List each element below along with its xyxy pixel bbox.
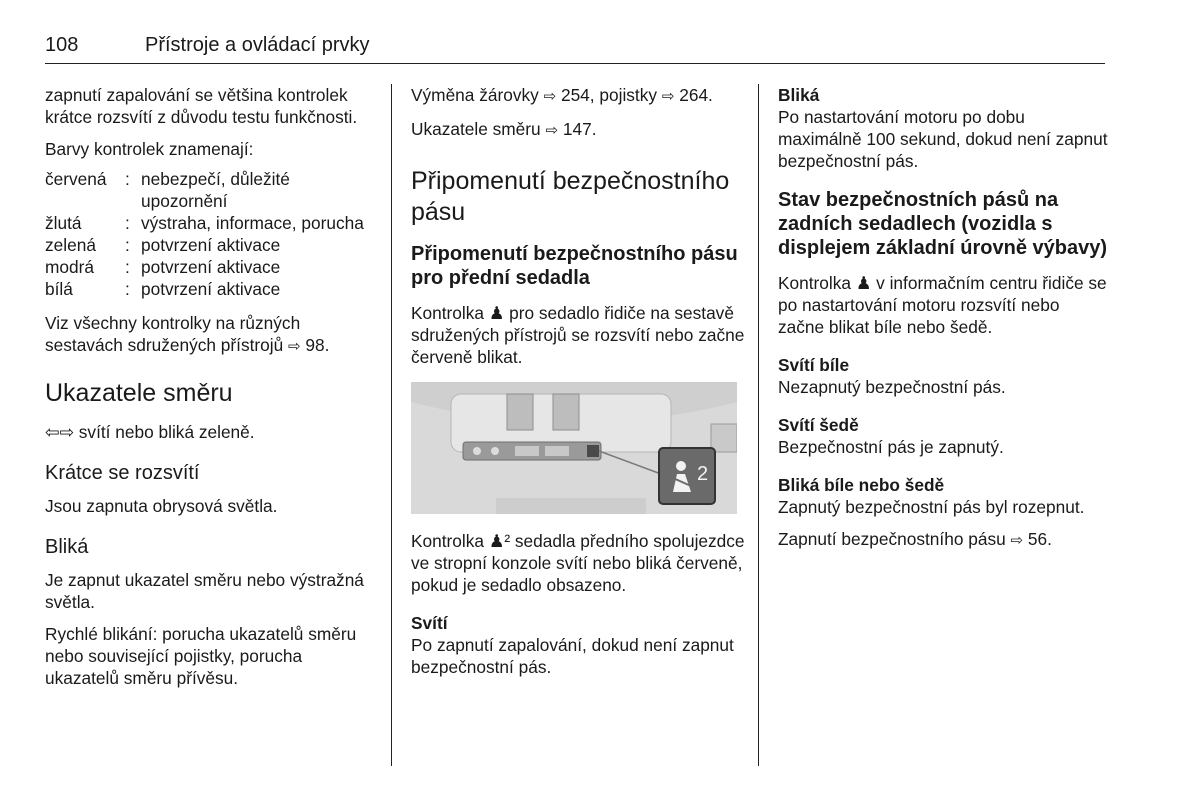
column-2	[411, 84, 746, 688]
ref-text: Zapnutí bezpečnostního pásu	[778, 529, 1006, 549]
column-1	[45, 84, 380, 699]
driver-paragraph	[411, 302, 746, 368]
turn-signals-heading: Ukazatele směru	[45, 379, 233, 407]
column-3	[778, 84, 1108, 562]
grey-heading: Svítí šedě	[778, 415, 859, 435]
white-text: Nezapnutý bezpečnostní pás.	[778, 377, 1006, 397]
color-sep: :	[125, 213, 130, 233]
color-meaning: potvrzení aktivace	[141, 235, 281, 255]
briefly-heading: Krátce se rozsvítí	[45, 462, 200, 484]
intro-text: zapnutí zapalování se většina kontrolek krátce rozsvítí z důvodu testu funkčnosti.	[45, 85, 358, 127]
reference-arrow-icon: ⇨	[545, 122, 559, 139]
colors-table	[45, 168, 380, 300]
fast-flash-text: Rychlé blikání: porucha ukazatelů směru nebo související pojistky, porucha ukazatelů směru přívěsu.	[45, 624, 357, 688]
reference-arrow-icon: ⇨	[661, 88, 675, 105]
bulb-text: Výměna žárovky	[411, 85, 539, 105]
turn-ref: 147.	[562, 119, 597, 139]
grey-text: Bezpečnostní pás je zapnutý.	[778, 437, 1004, 457]
color-sep: :	[125, 235, 130, 255]
see-all-ref: 98.	[305, 335, 330, 355]
see-all-text: Viz všechny kontrolky na různých sestavách sdružených přístrojů	[45, 313, 301, 355]
col3-flash-text: Po nastartování motoru po dobu maximálně 100 sekund, dokud není zapnut bezpečnostní pás.	[778, 107, 1108, 171]
reference-arrow-icon: ⇨	[288, 338, 301, 355]
colors-intro: Barvy kontrolek znamenají:	[45, 139, 254, 159]
color-sep: :	[125, 257, 130, 277]
passenger-post: sedadla předního spolujezdce ve stropní konzole svítí nebo bliká červeně, pokud je sedadlo obsazeno.	[411, 531, 745, 595]
seatbelt-icon: ♟	[488, 303, 505, 323]
bulb-ref: 254, pojistky	[560, 85, 658, 105]
turn-signals-paragraph	[45, 421, 380, 443]
color-row	[45, 168, 380, 212]
flash-heading: Bliká	[45, 536, 89, 558]
lit-text: Po zapnutí zapalování, dokud není zapnut bezpečnostní pás.	[411, 635, 734, 677]
lit-heading: Svítí	[411, 613, 448, 633]
column-divider-2	[758, 84, 759, 766]
seatbelt-section-heading: Připomenutí bezpečnostního pásu	[411, 167, 730, 226]
turn-signal-arrows-icon: ⇦⇨	[45, 422, 74, 442]
turn-ref-paragraph	[411, 118, 746, 142]
color-name: bílá	[45, 279, 73, 299]
color-meaning: potvrzení aktivace	[141, 257, 281, 277]
turn-signals-text: svítí nebo bliká zeleně.	[78, 422, 255, 442]
color-row	[45, 212, 380, 234]
bulb-paragraph	[411, 84, 746, 108]
figure-label: 2	[697, 463, 709, 485]
roof-console-illustration	[411, 382, 737, 514]
color-meaning: nebezpečí, důležité upozornění	[141, 169, 290, 211]
rear-paragraph	[778, 272, 1108, 338]
reference-arrow-icon: ⇨	[543, 88, 557, 105]
color-meaning: potvrzení aktivace	[141, 279, 281, 299]
ref-paragraph	[778, 528, 1108, 552]
header-rule	[45, 63, 1105, 64]
turn-ref-text: Ukazatele směru	[411, 119, 541, 139]
column-divider-1	[391, 84, 392, 766]
reference-arrow-icon: ⇨	[1010, 532, 1024, 549]
rear-seats-heading: Stav bezpečnostních pásů na zadních sedadlech (vozidla s displejem základní úrovně výbavy)	[778, 189, 1108, 259]
ref-page: 56.	[1027, 529, 1052, 549]
page-number: 108	[45, 34, 79, 56]
color-name: žlutá	[45, 213, 82, 233]
rear-post: v informačním centru řidiče se po nastartování motoru rozsvítí nebo začne blikat bíle nebo šedě.	[778, 273, 1107, 337]
driver-pre: Kontrolka	[411, 303, 485, 323]
roof-console-figure	[411, 382, 737, 514]
seatbelt-icon: ♟	[855, 273, 872, 293]
front-seats-heading: Připomenutí bezpečnostního pásu pro přední sedadla	[411, 243, 738, 289]
color-row	[45, 256, 380, 278]
briefly-text: Jsou zapnuta obrysová světla.	[45, 496, 278, 516]
passenger-paragraph	[411, 530, 746, 596]
color-name: modrá	[45, 257, 94, 277]
driver-post: pro sedadlo řidiče na sestavě sdružených přístrojů se rozsvítí nebo začne červeně blikat.	[411, 303, 745, 367]
flash-text: Je zapnut ukazatel směru nebo výstražná světla.	[45, 570, 364, 612]
page-title: Přístroje a ovládací prvky	[145, 34, 370, 56]
color-sep: :	[125, 279, 130, 299]
white-grey-text: Zapnutý bezpečnostní pás byl rozepnut.	[778, 497, 1085, 517]
color-row	[45, 234, 380, 256]
white-heading: Svítí bíle	[778, 355, 850, 375]
see-all-paragraph	[45, 312, 380, 358]
color-name: zelená	[45, 235, 96, 255]
color-meaning: výstraha, informace, porucha	[141, 213, 364, 233]
color-sep: :	[125, 169, 130, 189]
rear-pre: Kontrolka	[778, 273, 852, 293]
white-grey-heading: Bliká bíle nebo šedě	[778, 475, 945, 495]
passenger-pre: Kontrolka	[411, 531, 485, 551]
color-name: červená	[45, 169, 107, 189]
color-row	[45, 278, 380, 300]
fuse-ref: 264.	[679, 85, 713, 105]
passenger-seatbelt-icon: ♟²	[488, 531, 511, 551]
col3-flash-heading: Bliká	[778, 85, 820, 105]
